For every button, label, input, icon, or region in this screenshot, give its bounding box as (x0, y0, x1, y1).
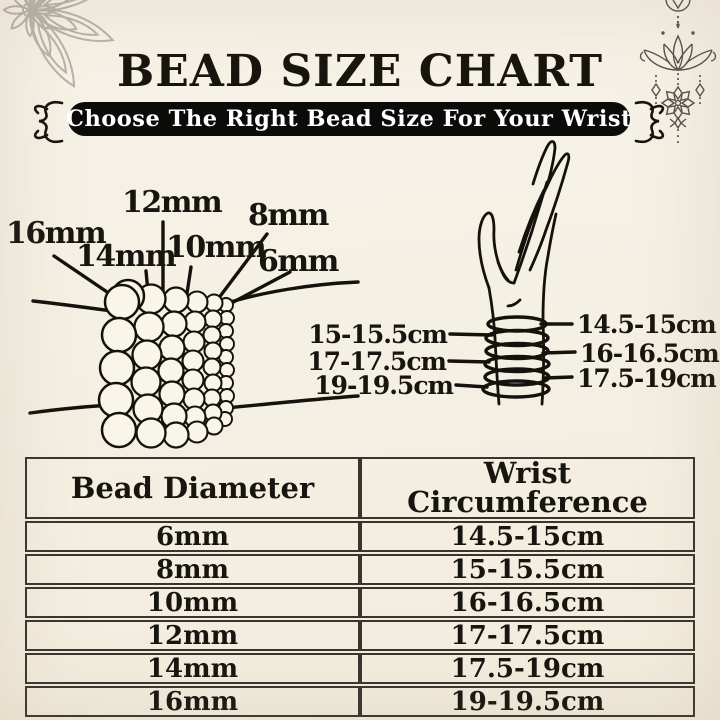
table-row (25, 653, 695, 684)
bead-size-label-10mm: 10mm (166, 230, 266, 265)
bead-size-label-16mm: 16mm (6, 216, 106, 251)
bracelet-column-10mm (183, 292, 208, 443)
bead-stack (99, 280, 234, 448)
cell-bead-diameter: 14mm (25, 653, 360, 684)
header-wrist-circumference: Wrist Circumference (360, 457, 695, 519)
wrist-bracelets (483, 317, 549, 397)
cell-wrist-circumference: 16-16.5cm (360, 587, 695, 618)
wrist-label-16-16-5: 16-16.5cm (580, 339, 719, 368)
cell-wrist-circumference: 15-15.5cm (360, 554, 695, 585)
flourish-left-icon (35, 102, 62, 142)
wrist-label-19-19-5: 19-19.5cm (314, 371, 453, 400)
header-bead-diameter: Bead Diameter (25, 457, 360, 519)
bracelet-column-16mm (99, 280, 144, 447)
wrist-label-17-17-5: 17-17.5cm (307, 347, 446, 376)
flourish-right-icon (636, 102, 663, 142)
cell-bead-diameter: 6mm (25, 521, 360, 552)
bracelet-column-8mm (204, 295, 223, 435)
cell-wrist-circumference: 17-17.5cm (360, 620, 695, 651)
table-header-row (25, 457, 695, 519)
wrist-label-17-5-19: 17.5-19cm (577, 364, 716, 393)
cell-bead-diameter: 8mm (25, 554, 360, 585)
table-row (25, 521, 695, 552)
wrist-label-14-5-15: 14.5-15cm (577, 310, 716, 339)
bracelet-column-14mm (132, 285, 166, 448)
hand-wrist-illustration (449, 141, 575, 404)
bead-size-label-12mm: 12mm (122, 185, 222, 220)
table-row (25, 587, 695, 618)
table-row (25, 686, 695, 717)
size-table (25, 455, 695, 719)
cell-bead-diameter: 10mm (25, 587, 360, 618)
bead-size-label-8mm: 8mm (248, 198, 328, 233)
bracelet-column-12mm (159, 288, 189, 448)
cell-wrist-circumference: 17.5-19cm (360, 653, 695, 684)
wrist-label-15-15-5: 15-15.5cm (308, 320, 447, 349)
subtitle-banner: Choose The Right Bead Size For Your Wrist (68, 102, 630, 136)
bead-size-label-6mm: 6mm (258, 244, 338, 279)
cell-bead-diameter: 12mm (25, 620, 360, 651)
table-row (25, 554, 695, 585)
wrist-pointer-lines (449, 324, 575, 387)
cell-wrist-circumference: 14.5-15cm (360, 521, 695, 552)
bracelet-column-6mm (218, 298, 234, 426)
cell-bead-diameter: 16mm (25, 686, 360, 717)
page-title: BEAD SIZE CHART (117, 46, 603, 97)
table-row (25, 620, 695, 651)
hand-outline (479, 141, 569, 404)
cell-wrist-circumference: 19-19.5cm (360, 686, 695, 717)
bead-size-label-14mm: 14mm (76, 239, 176, 274)
